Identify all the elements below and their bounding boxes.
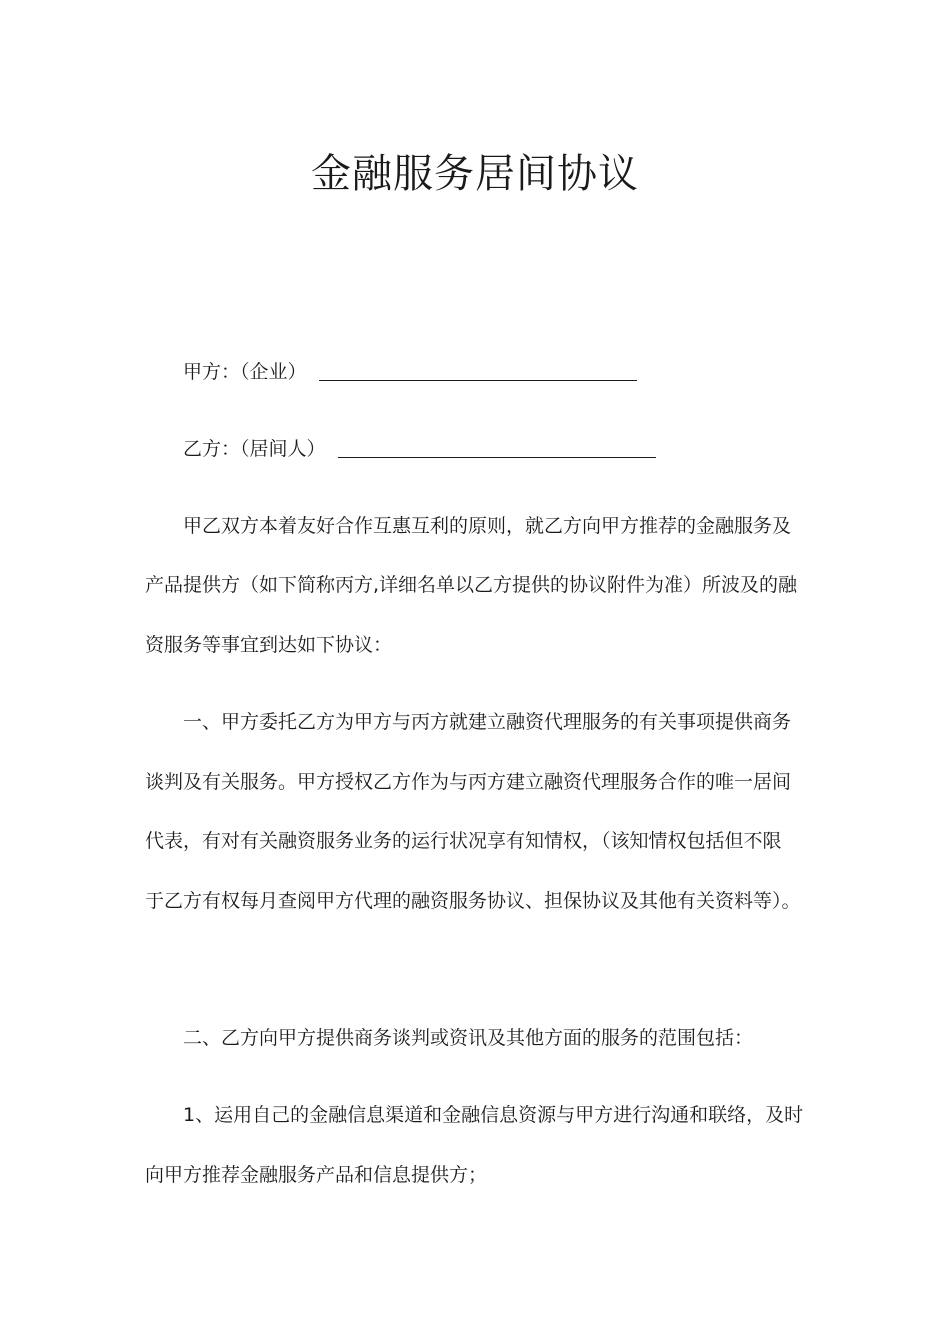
intro-line-3: 资服务等事宜到达如下协议： xyxy=(145,634,393,656)
clause2-heading: 二、乙方向甲方提供商务谈判或资讯及其他方面的服务的范围包括： xyxy=(183,1027,754,1049)
clause1-line-3: 代表，有对有关融资服务业务的运行状况享有知情权，（该知情权包括但不限 xyxy=(145,830,782,852)
party-b-blank[interactable] xyxy=(338,437,656,458)
clause1-line-1: 一、甲方委托乙方为甲方与丙方就建立融资代理服务的有关事项提供商务 xyxy=(183,711,792,733)
document-title: 金融服务居间协议 xyxy=(311,151,639,197)
intro-line-2: 产品提供方（如下简称丙方,详细名单以乙方提供的协议附件为准）所波及的融 xyxy=(145,574,798,596)
party-a-blank[interactable] xyxy=(319,360,637,381)
party-b-line xyxy=(183,434,863,464)
clause1-line-4: 于乙方有权每月查阅甲方代理的融资服务协议、担保协议及其他有关资料等）。 xyxy=(145,890,801,912)
clause1-line-2: 谈判及有关服务。甲方授权乙方作为与丙方建立融资代理服务合作的唯一居间 xyxy=(145,771,792,793)
party-a-label: 甲方：（企业） xyxy=(183,361,307,383)
party-a-line xyxy=(183,357,863,387)
clause2-item1-line-1: 1、运用自己的金融信息渠道和金融信息资源与甲方进行沟通和联络，及时 xyxy=(183,1104,804,1126)
intro-line-1: 甲乙双方本着友好合作互惠互利的原则，就乙方向甲方推荐的金融服务及 xyxy=(183,515,792,537)
clause2-item1-line-2: 向甲方推荐金融服务产品和信息提供方； xyxy=(145,1164,488,1186)
party-b-label: 乙方：（居间人） xyxy=(183,438,326,460)
